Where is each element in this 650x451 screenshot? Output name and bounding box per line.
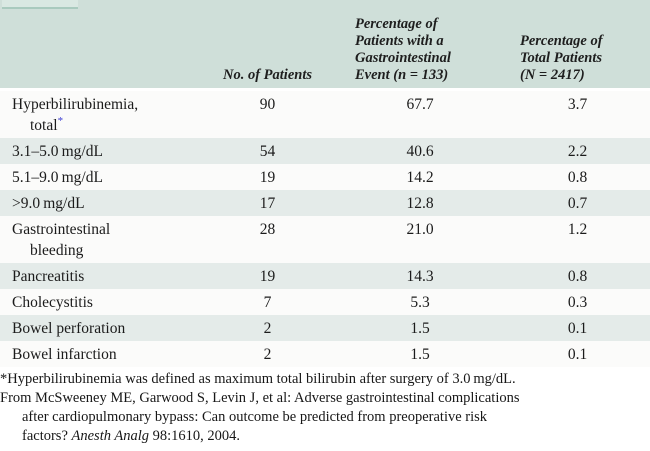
table-row-hyperbilirubinemia (0, 91, 650, 138)
table-row-gt-9-0 (0, 190, 650, 216)
cell-patients: 2 (263, 346, 272, 363)
cell-pct-gi: 67.7 (406, 96, 434, 113)
header-line: Gastrointestinal (355, 50, 451, 66)
table-footnotes (0, 367, 650, 446)
header-line: (N = 2417) (520, 67, 585, 83)
cell-patients: 90 (259, 96, 276, 113)
header-pct-total-patients (505, 33, 650, 84)
cell-pct-total: 0.1 (567, 346, 588, 363)
cell-pct-gi: 5.3 (410, 294, 430, 311)
table-row-gi-bleeding (0, 216, 650, 263)
cropped-tab-remnant (2, 0, 78, 9)
row-label: Hyperbilirubinemia, total* (12, 96, 139, 134)
header-pct-gi-event (335, 16, 505, 84)
cell-patients: 28 (259, 221, 276, 238)
blue-asterisk: * (57, 114, 64, 127)
cell-pct-gi: 1.5 (410, 346, 430, 363)
cell-pct-total: 0.3 (567, 294, 588, 311)
cell-patients: 2 (263, 320, 272, 337)
header-no-of-patients (200, 67, 335, 84)
table-row-5-1-9-0 (0, 164, 650, 190)
table-row-cholecystitis (0, 289, 650, 315)
footnote-citation-line1: From McSweeney ME, Garwood S, Levin J, et al: Adverse gastrointestinal complications (0, 390, 520, 406)
header-line: Patients with a (355, 33, 444, 49)
cell-pct-total: 0.8 (567, 169, 588, 186)
row-label: >9.0 mg/dL (12, 195, 85, 212)
journal-name: Anesth Analg (71, 428, 149, 444)
cell-pct-gi: 14.2 (406, 169, 434, 186)
table-row-3-1-5-0 (0, 138, 650, 164)
table-row-bowel-perforation (0, 315, 650, 341)
header-line: Total Patients (520, 50, 603, 66)
header-label: No. of Patients (222, 67, 312, 83)
row-label: Gastrointestinal bleeding (12, 221, 111, 259)
cell-patients: 17 (259, 195, 276, 212)
cell-pct-total: 2.2 (567, 143, 588, 160)
footnote-citation-line2: after cardiopulmonary bypass: Can outcome be predicted from preoperative risk (22, 409, 488, 425)
row-label: 5.1–9.0 mg/dL (12, 169, 103, 186)
cell-pct-total: 3.7 (567, 96, 588, 113)
cell-pct-total: 0.1 (567, 320, 588, 337)
cell-patients: 54 (259, 143, 276, 160)
cell-pct-total: 0.7 (567, 195, 588, 212)
row-label: Cholecystitis (12, 294, 93, 311)
cell-pct-total: 0.8 (567, 268, 588, 285)
row-label: Bowel infarction (12, 346, 117, 363)
cell-patients: 19 (259, 268, 276, 285)
row-label: 3.1–5.0 mg/dL (12, 143, 103, 160)
cell-pct-total: 1.2 (567, 221, 588, 238)
cell-pct-gi: 1.5 (410, 320, 430, 337)
row-label: Pancreatitis (12, 268, 85, 285)
cell-patients: 7 (263, 294, 272, 311)
table-header (0, 0, 650, 88)
header-line: Percentage of (355, 16, 438, 32)
header-line: Event (n = 133) (355, 67, 449, 83)
cell-pct-gi: 21.0 (406, 221, 434, 238)
footnote-asterisk: *Hyperbilirubinemia was defined as maximum total bilirubin after surgery of 3.0 mg/dL. (0, 371, 516, 387)
cell-patients: 19 (259, 169, 276, 186)
table-body (0, 91, 650, 367)
table-row-pancreatitis (0, 263, 650, 289)
cell-pct-gi: 12.8 (406, 195, 434, 212)
header-line: Percentage of (520, 33, 603, 49)
cell-pct-gi: 40.6 (406, 143, 434, 160)
cell-pct-gi: 14.3 (406, 268, 434, 285)
table-row-bowel-infarction (0, 341, 650, 367)
footnote-citation-line3: factors? Anesth Analg 98:1610, 2004. (22, 428, 241, 444)
row-label: Bowel perforation (12, 320, 126, 337)
